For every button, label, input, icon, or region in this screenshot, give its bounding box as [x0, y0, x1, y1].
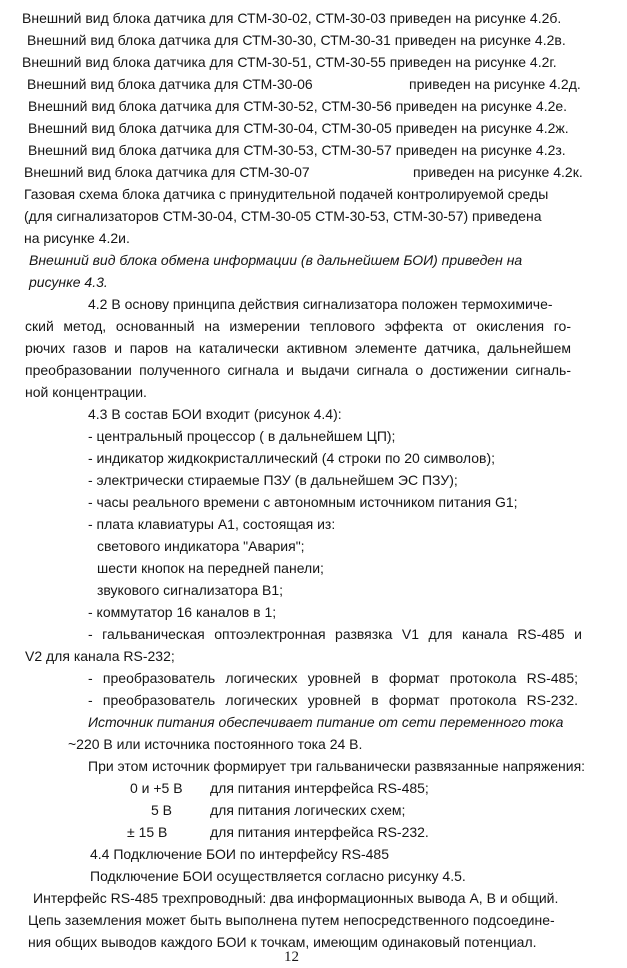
- sub-list-item: звукового сигнализатора В1;: [97, 582, 284, 598]
- text-line: ский метод, основанный на измерении теплового эффекта от окисления го-: [25, 318, 571, 334]
- text-line: Цепь заземления может быть выполнена путем непосредственного подсоедине-: [28, 912, 555, 928]
- list-item: - коммутатор 16 каналов в 1;: [88, 604, 277, 620]
- voltage-purpose: для питания логических схем;: [210, 802, 406, 818]
- text-line: Внешний вид блока датчика для СТМ-30-52, СТМ-30-56 приведен на рисунке 4.2е.: [28, 98, 568, 114]
- text-line: Внешний вид блока датчика для СТМ-30-51, СТМ-30-55 приведен на рисунке 4.2г.: [22, 54, 557, 70]
- voltage-purpose: для питания интерфейса RS-485;: [210, 780, 429, 796]
- text-line: Внешний вид блока датчика для СТМ-30-04, СТМ-30-05 приведен на рисунке 4.2ж.: [28, 120, 569, 136]
- voltage-value: ± 15 В: [127, 824, 168, 840]
- text-line: рисунке 4.3.: [29, 274, 108, 290]
- text-line: преобразовании полученного сигнала и выдачи сигнала о достижении сигналь-: [25, 362, 571, 378]
- sub-list-item: светового индикатора "Авария";: [97, 538, 305, 554]
- text-line: V2 для канала RS-232;: [25, 648, 175, 664]
- text-line: ной концентрации.: [25, 384, 147, 400]
- text-line: Внешний вид блока датчика для СТМ-30-30, СТМ-30-31 приведен на рисунке 4.2в.: [27, 32, 566, 48]
- text-line: [24, 161, 604, 183]
- list-item: - гальваническая оптоэлектронная развязка V1 для канала RS-485 и: [88, 626, 582, 642]
- text-line: Внешний вид блока датчика для СТМ-30-02, СТМ-30-03 приведен на рисунке 4.2б.: [22, 10, 562, 26]
- section-4-3-heading: 4.3 В состав БОИ входит (рисунок 4.4):: [88, 406, 342, 422]
- text-line: Внешний вид блока обмена информации (в дальнейшем БОИ) приведен на: [29, 252, 523, 268]
- text-line: (для сигнализаторов СТМ-30-04, СТМ-30-05 СТМ-30-53, СТМ-30-57) приведена: [24, 208, 542, 224]
- voltage-purpose: для питания интерфейса RS-232.: [210, 824, 429, 840]
- sub-list-item: шести кнопок на передней панели;: [97, 560, 324, 576]
- list-item: - часы реального времени с автономным источником питания G1;: [88, 494, 518, 510]
- text-line: ~220 В или источника постоянного тока 24 В.: [68, 736, 363, 752]
- list-item: - центральный процессор ( в дальнейшем ЦП);: [88, 428, 396, 444]
- section-4-2-heading: 4.2 В основу принципа действия сигнализатора положен термохимиче-: [88, 296, 553, 312]
- text-line: рючих газов и паров на каталически активном элементе датчика, дальнейшем: [25, 340, 571, 356]
- text-span: Внешний вид блока датчика для СТМ-30-06: [27, 76, 313, 92]
- voltage-value: 5 В: [151, 802, 173, 818]
- list-item: - индикатор жидкокристаллический (4 строки по 20 символов);: [88, 450, 495, 466]
- text-line: ния общих выводов каждого БОИ к точкам, имеющим одинаковый потенциал.: [28, 934, 537, 950]
- text-line: Источник питания обеспечивает питание от сети переменного тока: [88, 714, 564, 730]
- text-span: приведен на рисунке 4.2к.: [413, 164, 583, 180]
- text-line: Интерфейс RS-485 трехпроводный: два информационных вывода А, В и общий.: [33, 890, 559, 906]
- voltage-value: 0 и +5 В: [130, 780, 183, 796]
- text-span: приведен на рисунке 4.2д.: [409, 76, 581, 92]
- text-line: [27, 73, 607, 95]
- list-item: - электрически стираемые ПЗУ (в дальнейшем ЭС ПЗУ);: [88, 472, 458, 488]
- list-item: - преобразователь логических уровней в формат протокола RS-485;: [88, 670, 578, 686]
- section-4-4-heading: 4.4 Подключение БОИ по интерфейсу RS-485: [90, 846, 390, 862]
- text-line: Внешний вид блока датчика для СТМ-30-53, СТМ-30-57 приведен на рисунке 4.2з.: [28, 142, 566, 158]
- text-span: Внешний вид блока датчика для СТМ-30-07: [24, 164, 310, 180]
- list-item: - плата клавиатуры А1, состоящая из:: [88, 516, 336, 532]
- list-item: - преобразователь логических уровней в формат протокола RS-232.: [88, 692, 578, 708]
- page-number: 12: [284, 949, 299, 965]
- text-line: на рисунке 4.2и.: [24, 230, 130, 246]
- text-line: Газовая схема блока датчика с принудительной подачей контролируемой среды: [24, 186, 549, 202]
- text-line: При этом источник формирует три гальванически развязанные напряжения:: [88, 758, 586, 774]
- text-line: Подключение БОИ осуществляется согласно рисунку 4.5.: [90, 868, 466, 884]
